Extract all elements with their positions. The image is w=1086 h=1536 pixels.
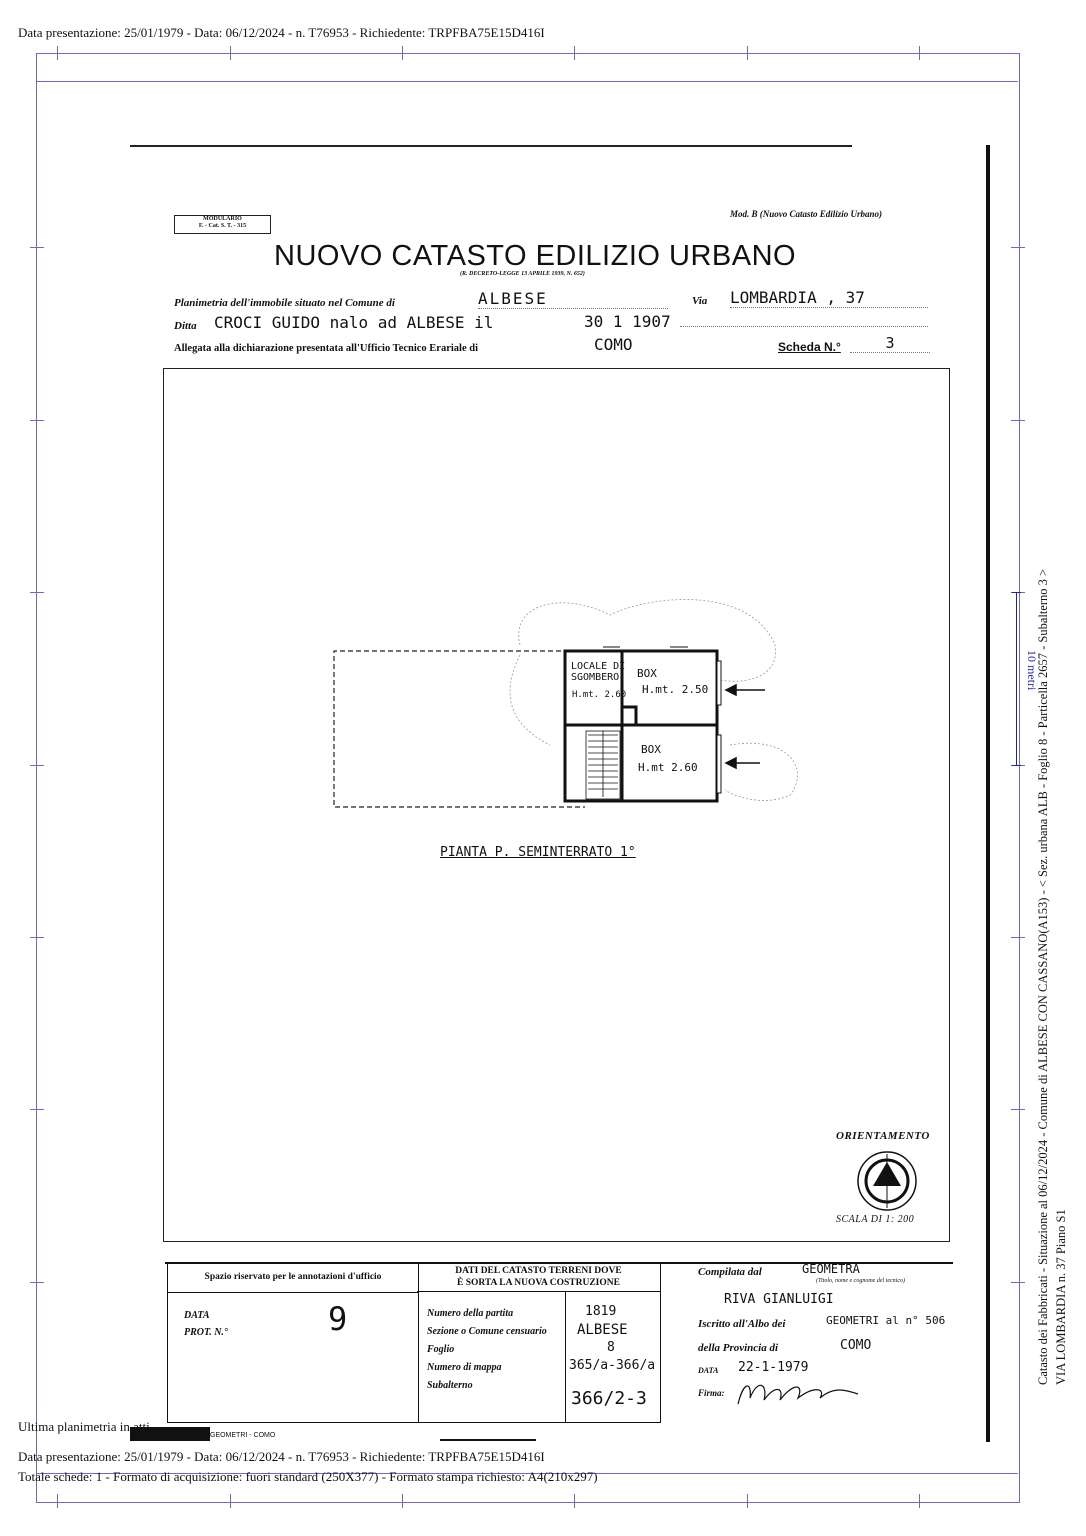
decree-label: (R. DECRETO-LEGGE 13 APRILE 1939, N. 652)	[460, 271, 585, 277]
signature-icon	[734, 1374, 864, 1414]
planimetria-label: Planimetria dell'immobile situato nel Comune di	[174, 297, 395, 309]
ditta-value: CROCI GUIDO nalo ad ALBESE il	[214, 313, 494, 332]
compiler-box: Compilata dal GEOMETRA (Titolo, nome e cognome del tecnico) RIVA GIANLUIGI Iscritto all'Albo dei GEOMETRI al n° 506 della Provincia di COMO DATA 22-1-1979 Firma:	[690, 1262, 958, 1422]
footer-line-1: Data presentazione: 25/01/1979 - Data: 06/12/2024 - n. T76953 - Richiedente: TRPFBA75E15D416I	[18, 1449, 545, 1464]
room-box1-height: H.mt. 2.50	[642, 683, 709, 696]
room-box1-label: BOX	[637, 667, 657, 680]
scheda-label: Scheda N.°	[778, 340, 841, 354]
scala-label: SCALA DI 1: 200	[836, 1214, 915, 1225]
plan-caption: PIANTA P. SEMINTERRATO 1°	[440, 845, 636, 860]
stamp-text: GEOMETRI - COMO	[210, 1432, 276, 1439]
catasto-terreni-box: DATI DEL CATASTO TERRENI DOVE È SORTA LA NUOVA COSTRUZIONE Numero della partita 1819 Sezione o Comune censuario ALBESE Foglio 8 Numero di mappa 365/a-366/a Subalterno 366/2-3	[417, 1262, 661, 1423]
scale-bar	[1016, 592, 1017, 765]
header-line: Data presentazione: 25/01/1979 - Data: 06/12/2024 - n. T76953 - Richiedente: TRPFBA75E15D416I	[18, 25, 545, 40]
scale-label: 10 metri	[1025, 650, 1039, 691]
allegata-value: COMO	[594, 335, 633, 354]
mod-b-label: Mod. B (Nuovo Catasto Edilizio Urbano)	[730, 209, 883, 219]
scheda-value: 3	[850, 334, 930, 353]
document-title: NUOVO CATASTO EDILIZIO URBANO	[274, 240, 797, 272]
modulario-box: MODULARIO F. - Cat. S. T. - 315	[174, 215, 271, 234]
side-info-line-1: Catasto dei Fabbricati - Situazione al 06/12/2024 - Comune di ALBESE CON CASSANO(A153) - < Sez. urbana ALB - Foglio 8 - Particella 2657 - Subalterno 3 >	[1036, 568, 1050, 1385]
via-label: Via	[692, 295, 708, 307]
via-value: LOMBARDIA , 37	[730, 288, 928, 308]
allegata-label: Allegata alla dichiarazione presentata all'Ufficio Tecnico Erariale di	[174, 343, 478, 354]
room-box2-height: H.mt 2.60	[638, 761, 698, 774]
comune-value: ALBESE	[478, 289, 668, 309]
room-box2-label: BOX	[641, 743, 661, 756]
orientamento-label: ORIENTAMENTO	[836, 1130, 930, 1142]
footer-ultima: Ultima planimetria in atti	[18, 1419, 150, 1434]
room-sgombero-height: H.mt. 2.60	[572, 690, 627, 700]
footer-line-2: Totale schede: 1 - Formato di acquisizione: fuori standard (250X377) - Formato stampa richiesto: A4(210x297)	[18, 1469, 598, 1484]
office-annotations-box: Spazio riservato per le annotazioni d'ufficio DATA PROT. N.° 9	[167, 1262, 419, 1423]
ditta-date: 30 1 1907	[584, 312, 671, 331]
side-info-line-2: VIA LOMBARDIA n. 37 Piano S1	[1054, 1209, 1068, 1385]
ditta-label: Ditta	[174, 320, 197, 332]
room-sgombero-label: LOCALE DI SGOMBERO	[571, 661, 626, 683]
office-number: 9	[328, 1300, 348, 1338]
north-arrow-icon	[856, 1150, 918, 1212]
floor-plan	[320, 585, 820, 815]
